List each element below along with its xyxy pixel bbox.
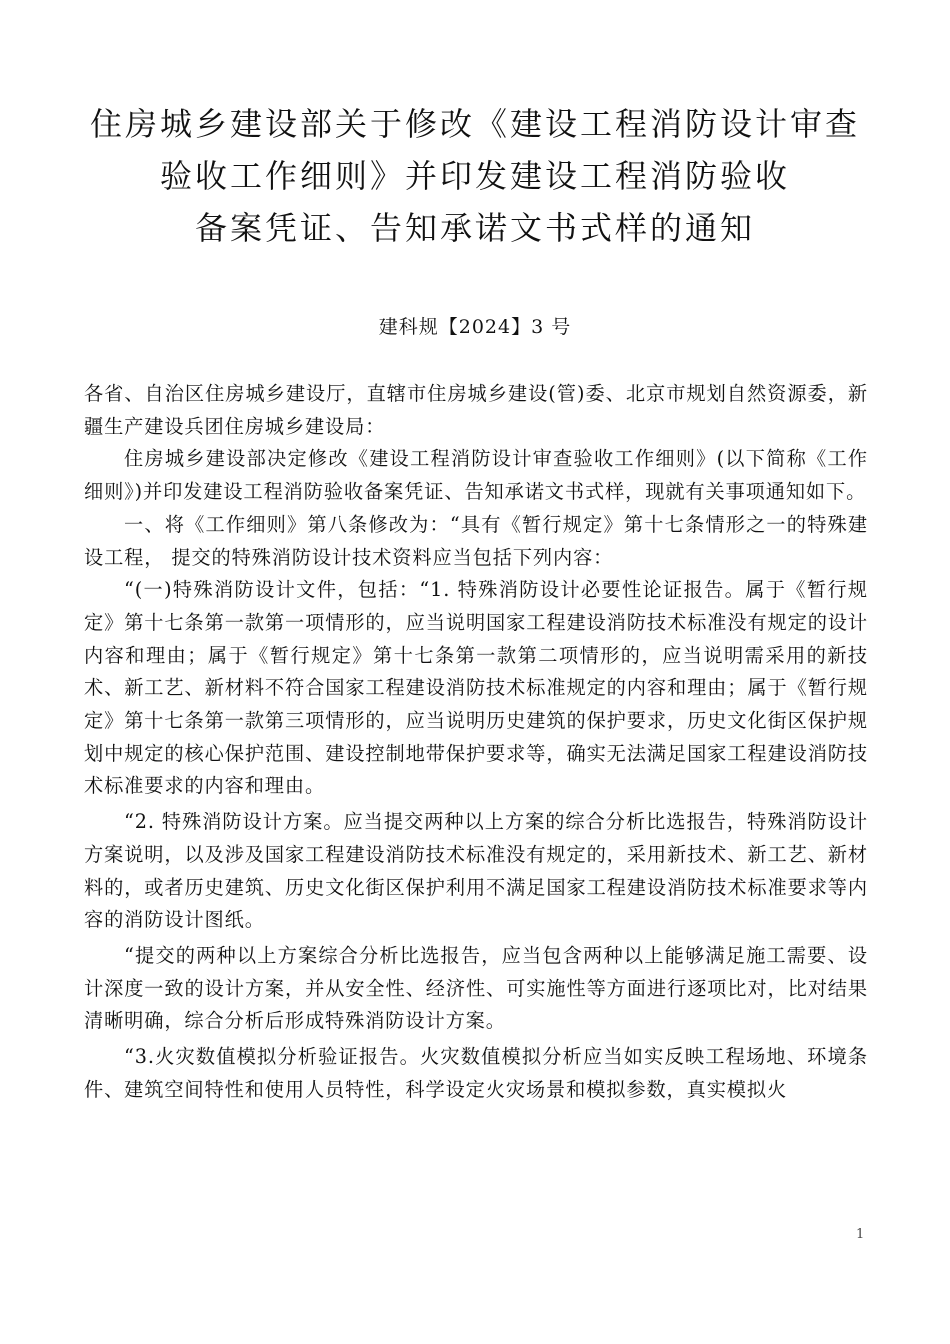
document-title — [60, 98, 890, 254]
title-line-1: 住房城乡建设部关于修改《建设工程消防设计审查 — [89, 105, 860, 143]
paragraph-comparison: “提交的两种以上方案综合分析比选报告，应当包含两种以上能够满足施工需要、设计深度一致的设计方案，并从安全性、经济性、可实施性等方面进行逐项比对，比对结果清晰明确，综合分析后形成特殊消防设计方案。 — [84, 943, 868, 1033]
paragraph-item-one: “(一)特殊消防设计文件，包括：“1. 特殊消防设计必要性论证报告。属于《暂行规定》第十七条第一款第一项情形的，应当说明国家工程建设消防技术标准没有规定的设计内容和理由；属于《暂行规定》第十七条第一款第二项情形的，应当说明需采用的新技术、新工艺、新材料不符合国家工程建设消防技术标准规定的内容和理由；属于《暂行规定》第十七条第一款第三项情形的，应当说明历史建筑的保护要求，历史文化街区保护规划中规定的核心保护范围、建设控制地带保护要求等，确实无法满足国家工程建设消防技术标准要求的内容和理由。 — [84, 578, 868, 798]
document-body — [84, 378, 868, 1106]
document-number: 建科规【2024】3 号 — [378, 316, 572, 338]
paragraph-article-one: 一、将《工作细则》第八条修改为：“具有《暂行规定》第十七条情形之一的特殊建设工程， 提交的特殊消防设计技术资料应当包括下列内容： — [84, 512, 868, 569]
paragraph-item-three: “3.火灾数值模拟分析验证报告。火灾数值模拟分析应当如实反映工程场地、环境条件、建筑空间特性和使用人员特性，科学设定火灾场景和模拟参数，真实模拟火 — [84, 1045, 868, 1101]
title-line-2: 验收工作细则》并印发建设工程消防验收 — [159, 157, 790, 195]
paragraph-intro: 住房城乡建设部决定修改《建设工程消防设计审查验收工作细则》(以下简称《工作细则》)并印发建设工程消防验收备案凭证、告知承诺文书式样，现就有关事项通知如下。 — [84, 447, 868, 504]
paragraph-item-two: “2. 特殊消防设计方案。应当提交两种以上方案的综合分析比选报告，特殊消防设计方案说明，以及涉及国家工程建设消防技术标准没有规定的，采用新技术、新工艺、新材料的，或者历史建筑、历史文化街区保护利用不满足国家工程建设消防技术标准要求等内容的消防设计图纸。 — [84, 810, 868, 932]
page-number: 1 — [856, 1227, 865, 1242]
title-line-3: 备案凭证、告知承诺文书式样的通知 — [194, 209, 755, 247]
addressee: 各省、自治区住房城乡建设厅，直辖市住房城乡建设(管)委、北京市规划自然资源委，新疆生产建设兵团住房城乡建设局： — [84, 382, 868, 438]
